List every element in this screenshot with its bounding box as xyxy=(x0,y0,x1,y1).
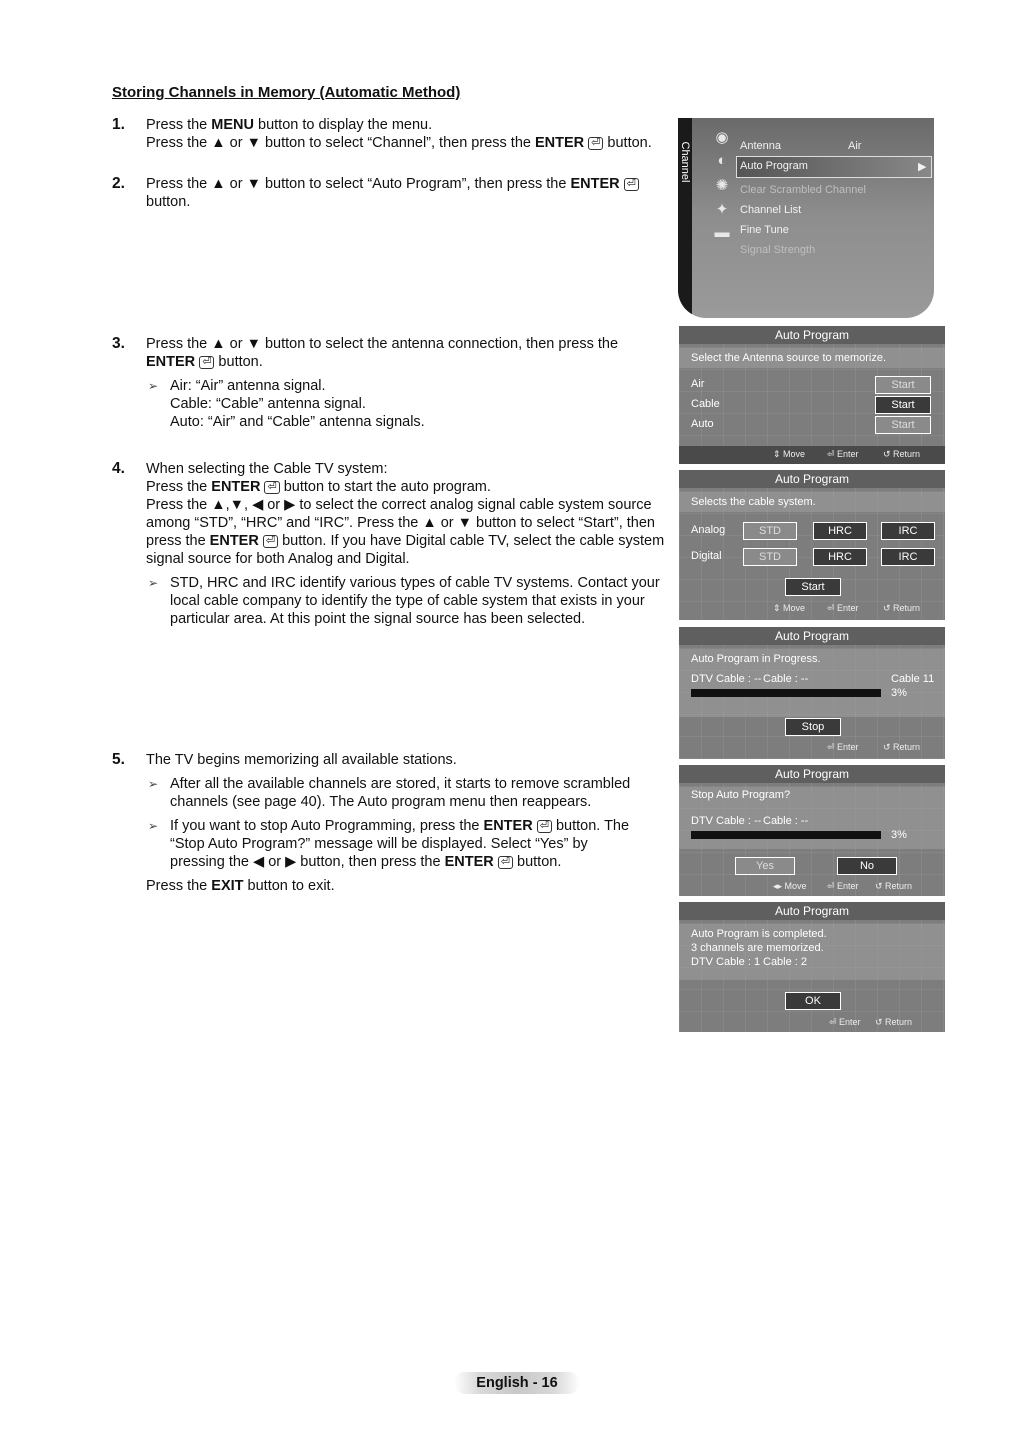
memorized-count: 3 channels are memorized. xyxy=(691,942,824,954)
enter-icon: ⏎ xyxy=(498,856,513,869)
setup-icon[interactable]: ✦ xyxy=(715,201,729,218)
no-button[interactable]: No xyxy=(837,857,897,875)
osd-cable-system xyxy=(679,470,945,620)
current-channel: Cable 11 xyxy=(891,673,935,685)
step-number: 3. xyxy=(112,335,125,352)
return-hint: ↺ Return xyxy=(883,742,921,752)
osd-title: Auto Program xyxy=(679,326,945,344)
input-icon[interactable]: ▬ xyxy=(714,224,730,241)
osd-title: Auto Program xyxy=(679,765,945,783)
enter-hint: ⏎ Enter xyxy=(827,603,859,613)
start-button[interactable]: Start xyxy=(785,578,841,596)
progress-percent: 3% xyxy=(891,829,907,841)
yes-button[interactable]: Yes xyxy=(735,857,795,875)
analog-std-button[interactable]: STD xyxy=(743,522,797,540)
digital-hrc-button[interactable]: HRC xyxy=(813,548,867,566)
enter-hint: ⏎ Enter xyxy=(827,881,859,891)
step-number: 1. xyxy=(112,116,125,133)
picture-icon[interactable]: ◉ xyxy=(715,129,729,146)
enter-icon: ⏎ xyxy=(199,356,214,369)
step-1: 1. Press the MENU button to display the menu. Press the ▲ or ▼ button to select “Channel”, then press the ENTER ⏎ button. xyxy=(112,116,652,151)
menu-icons xyxy=(700,128,744,248)
start-button-cable[interactable]: Start xyxy=(875,396,931,414)
note: ➢ STD, HRC and IRC identify various types of cable TV systems. Contact your local cable company to identify the type of cable system that exists in your particular area. At this point the signal source has been selected. xyxy=(146,574,672,628)
dtv-cable-count: DTV Cable : -- xyxy=(691,673,762,685)
move-hint: ⇕ Move xyxy=(773,449,806,459)
osd-auto-program-progress xyxy=(679,627,945,759)
osd-auto-program-completed xyxy=(679,902,945,1032)
row-cable[interactable]: Cable xyxy=(691,398,720,410)
note: ➢ Air: “Air” antenna signal. Cable: “Cable” antenna signal. Auto: “Air” and “Cable” antenna signals. xyxy=(146,377,652,431)
step-4: 4. When selecting the Cable TV system: Press the ENTER ⏎ button to start the auto program. Press the ▲,▼, ◀ or ▶ to select the correct analog signal cable system source among “STD”, “HRC” and “IRC”. Press the ▲ or ▼ button to select “Start”, then press the ENTER ⏎ button. If you have Digital cable TV, select the cable system signal source for both Analog and Digital. ➢ STD, HRC and IRC identify various types of cable TV systems. Contact your local cable company to identify the type of cable system that exists in your particular area. At this point the signal source has been selected. xyxy=(112,460,672,628)
osd-title: Auto Program xyxy=(679,627,945,645)
page-number: English - 16 xyxy=(454,1372,580,1394)
menu-side-label: Channel xyxy=(679,141,691,183)
menu-item-clear-scrambled[interactable]: Clear Scrambled Channel xyxy=(740,184,866,196)
analog-irc-button[interactable]: IRC xyxy=(881,522,935,540)
section-title: Storing Channels in Memory (Automatic Method) xyxy=(112,84,461,101)
start-button-auto[interactable]: Start xyxy=(875,416,931,434)
stop-button[interactable]: Stop xyxy=(785,718,841,736)
enter-hint: ⏎ Enter xyxy=(829,1017,861,1027)
return-hint: ↺ Return xyxy=(875,881,913,891)
progress-status: Auto Program in Progress. xyxy=(691,653,821,665)
enter-icon: ⏎ xyxy=(588,137,603,150)
digital-std-button[interactable]: STD xyxy=(743,548,797,566)
step-5: 5. The TV begins memorizing all available stations. ➢ After all the available channels are stored, it starts to remove scrambled channels (see page 40). The Auto program menu then reappears. ➢ If you want to stop Auto Programming, press the ENTER ⏎ button. The “Stop Auto Program?” message will be displayed. Select “Yes” by pressing the ◀ or ▶ button, then press the ENTER ⏎ button. Press the EXIT button to exit. xyxy=(112,751,642,895)
row-auto[interactable]: Auto xyxy=(691,418,714,430)
right-arrow-icon: ▶ xyxy=(918,161,927,173)
step-number: 5. xyxy=(112,751,125,768)
return-hint: ↺ Return xyxy=(883,603,921,613)
enter-icon: ⏎ xyxy=(624,178,639,191)
dtv-cable-count: DTV Cable : -- xyxy=(691,815,762,827)
cable-count: Cable : -- xyxy=(763,815,809,827)
osd-title: Auto Program xyxy=(679,470,945,488)
completed-message: Auto Program is completed. xyxy=(691,928,827,940)
menu-item-fine-tune[interactable]: Fine Tune xyxy=(740,224,789,236)
move-hint: ⇕ Move xyxy=(773,603,806,613)
enter-icon: ⏎ xyxy=(263,535,278,548)
channel-icon[interactable]: ✺ xyxy=(715,177,729,194)
progress-percent: 3% xyxy=(891,687,907,699)
note: ➢ If you want to stop Auto Programming, press the ENTER ⏎ button. The “Stop Auto Program?” message will be displayed. Select “Yes” by pressing the ◀ or ▶ button, then press the ENTER ⏎ button. xyxy=(146,817,642,871)
return-hint: ↺ Return xyxy=(875,1017,913,1027)
note: ➢ After all the available channels are stored, it starts to remove scrambled channels (see page 40). The Auto program menu then reappears. xyxy=(146,775,642,811)
analog-hrc-button[interactable]: HRC xyxy=(813,522,867,540)
sound-icon[interactable]: ◐ xyxy=(717,152,727,169)
stop-question: Stop Auto Program? xyxy=(691,789,791,801)
cable-count: Cable : 2 xyxy=(763,956,808,968)
tv-channel-menu xyxy=(678,118,934,318)
menu-item-signal-strength[interactable]: Signal Strength xyxy=(740,244,816,256)
row-analog: Analog xyxy=(691,524,726,536)
menu-item-channel-list[interactable]: Channel List xyxy=(740,204,802,216)
osd-antenna-source xyxy=(679,326,945,464)
osd-stop-confirm xyxy=(679,765,945,896)
enter-hint: ⏎ Enter xyxy=(827,449,859,459)
progress-bar xyxy=(691,689,881,697)
return-hint: ↺ Return xyxy=(883,449,921,459)
dtv-cable-count: DTV Cable : 1 xyxy=(691,956,761,968)
start-button-air[interactable]: Start xyxy=(875,376,931,394)
enter-hint: ⏎ Enter xyxy=(827,742,859,752)
enter-icon: ⏎ xyxy=(264,481,279,494)
osd-prompt: Select the Antenna source to memorize. xyxy=(691,352,887,364)
antenna-value: Air xyxy=(848,140,862,152)
menu-item-antenna[interactable]: Antenna xyxy=(740,140,781,152)
row-digital: Digital xyxy=(691,550,722,562)
cable-count: Cable : -- xyxy=(763,673,809,685)
osd-title: Auto Program xyxy=(679,902,945,920)
step-2: 2. Press the ▲ or ▼ button to select “Auto Program”, then press the ENTER ⏎ button. xyxy=(112,175,672,211)
ok-button[interactable]: OK xyxy=(785,992,841,1010)
step-number: 2. xyxy=(112,175,125,192)
move-hint: ◂▸ Move xyxy=(773,881,807,891)
progress-bar xyxy=(691,831,881,839)
step-number: 4. xyxy=(112,460,125,477)
menu-item-auto-program[interactable]: Auto Program xyxy=(740,160,808,172)
enter-icon: ⏎ xyxy=(537,820,552,833)
step-3: 3. Press the ▲ or ▼ button to select the antenna connection, then press the ENTER ⏎ button. ➢ Air: “Air” antenna signal. Cable: “Cable” antenna signal. Auto: “Air” and “Cable” antenna signals. xyxy=(112,335,652,431)
osd-prompt: Selects the cable system. xyxy=(691,496,816,508)
digital-irc-button[interactable]: IRC xyxy=(881,548,935,566)
row-air[interactable]: Air xyxy=(691,378,705,390)
